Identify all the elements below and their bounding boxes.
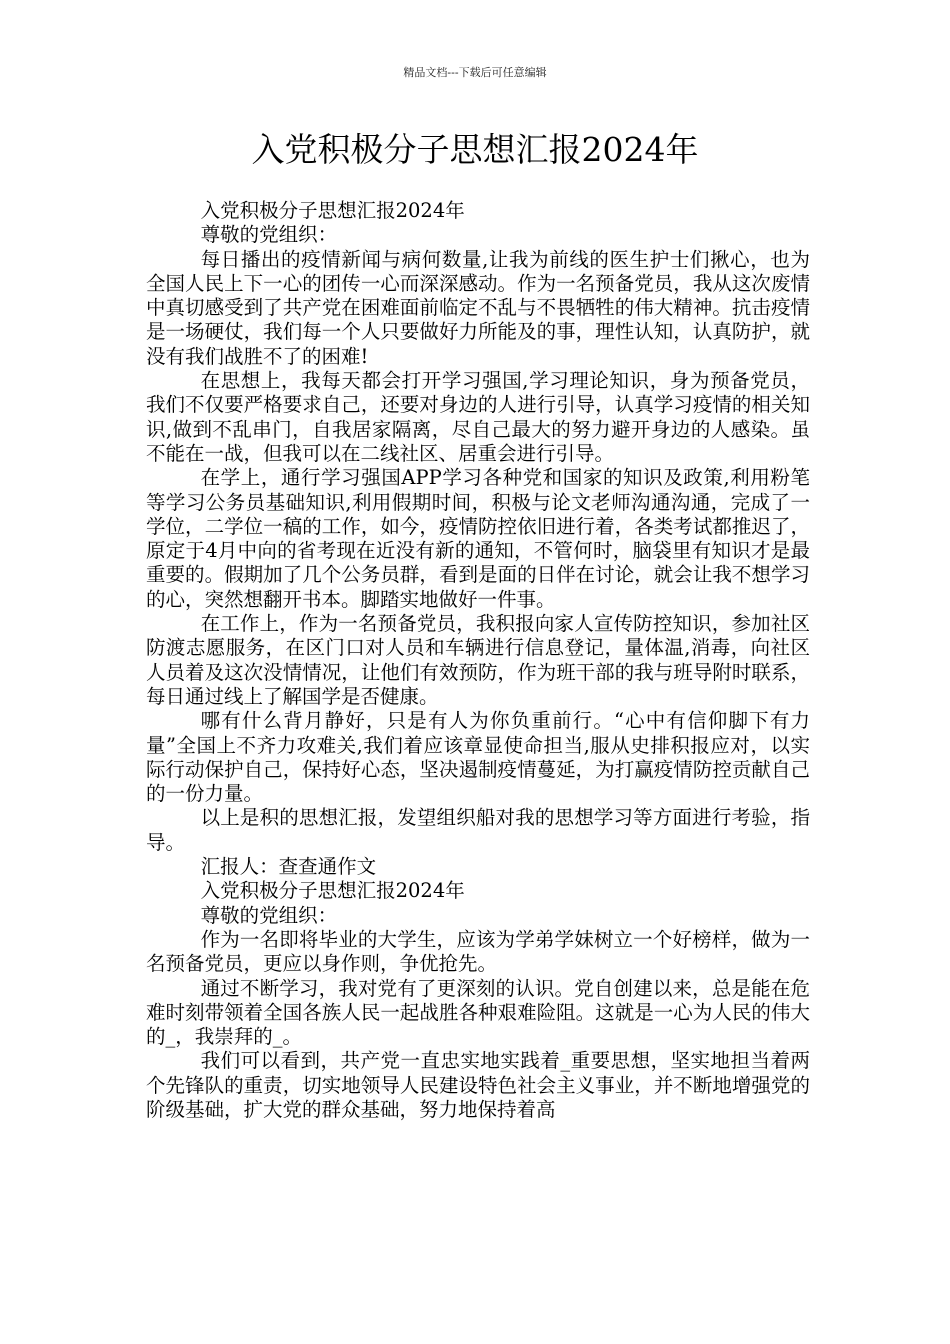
repeated-title-line: 入党积极分子思想汇报2024年: [200, 199, 465, 222]
document-title: 入党积极分子思想汇报2024年: [251, 130, 699, 169]
paragraph-epidemic-news: 每日播出的疫情新闻与病何数量,让我为前线的医生护士们揪心，也为全国人民上下一心的团传一心而深深感动。作为一名预备党员，我从这次废情中真切感受到了共产党在困难面前临定不乱与不畏牺牲的伟大精神。抗击疫情是一场硬仗，我们每一个人只要做好力所能及的事，理性认知，认真防护，就没有我们战胜不了的困难!: [146, 247, 810, 368]
paragraph-study: 在学上，通行学习强国APP学习各种党和国家的知识及政策,利用粉笔等学习公务员基础知识,利用假期时间，积极与论文老师沟通沟通，完成了一学位，二学位一稿的工作，如今，疫情防控依旧进行着，各类考试都推迟了，原定于4月中向的省考现在近没有新的通知，不管何时，脑袋里有知识才是最重要的。假期加了几个公务员群，看到是面的日伴在讨论，就会让我不想学习的心，突然想翻开书本。脚踏实地做好一件事。: [146, 466, 810, 611]
document-body: [146, 199, 810, 1122]
reporter-signature: 汇报人：查查通作文: [200, 855, 377, 879]
header-note: 精品文档---下载后可任意编辑: [403, 66, 547, 79]
second-report-title: 入党积极分子思想汇报2024年: [200, 879, 465, 903]
paragraph-graduate: 作为一名即将毕业的大学生，应该为学弟学妹树立一个好榜样，做为一名预备党员，更应以身作则，争优抢先。: [146, 927, 810, 976]
paragraph-burden: 哪有什么背月静好，只是有人为你负重前行。“心中有信仰脚下有力量”全国上不齐力攻难关,我们着应该章显使命担当,服从史排积报应对，以实际行动保护自己，保持好心态，坚决遏制疫情蔓延，为打赢疫情防控贡献自己的一份力量。: [146, 709, 810, 806]
salutation: 尊敬的党组织：: [200, 223, 338, 247]
paragraph-practice: 我们可以看到，共产党一直忠实地实践着_重要思想，坚实地担当着两个先锋队的重责，切实地领导人民建设特色社会主义事业，并不断地增强党的阶级基础，扩大党的群众基础，努力地保持着高: [146, 1049, 810, 1121]
paragraph-understanding: 通过不断学习，我对党有了更深刻的认识。党自创建以来，总是能在危难时刻带领着全国各族人民一起战胜各种艰难险阻。这就是一心为人民的伟大的_，我崇拜的_。: [146, 976, 810, 1049]
paragraph-work: 在工作上，作为一名预备党员，我积报向家人宣传防控知识，参加社区防渡志愿服务，在区门口对人员和车辆进行信息登记，量体温,消毒，向社区人员着及这次没情情况，让他们有效预防，作为班干部的我与班导附时联系，每日通过线上了解国学是否健康。: [146, 612, 810, 708]
paragraph-thought: 在思想上，我每天都会打开学习强国,学习理论知识，身为预备党员，我们不仅要严格要求自己，还要对身边的人进行引导，认真学习疫情的相关知识,做到不乱串门，自我居家隔离，尽自己最大的努力避开身边的人感染。虽不能在一战，但我可以在二线社区、居重会进行引导。: [146, 369, 810, 465]
second-salutation: 尊敬的党组织：: [200, 903, 338, 927]
paragraph-closing: 以上是积的思想汇报，发望组织船对我的思想学习等方面进行考验，指导。: [146, 806, 810, 854]
